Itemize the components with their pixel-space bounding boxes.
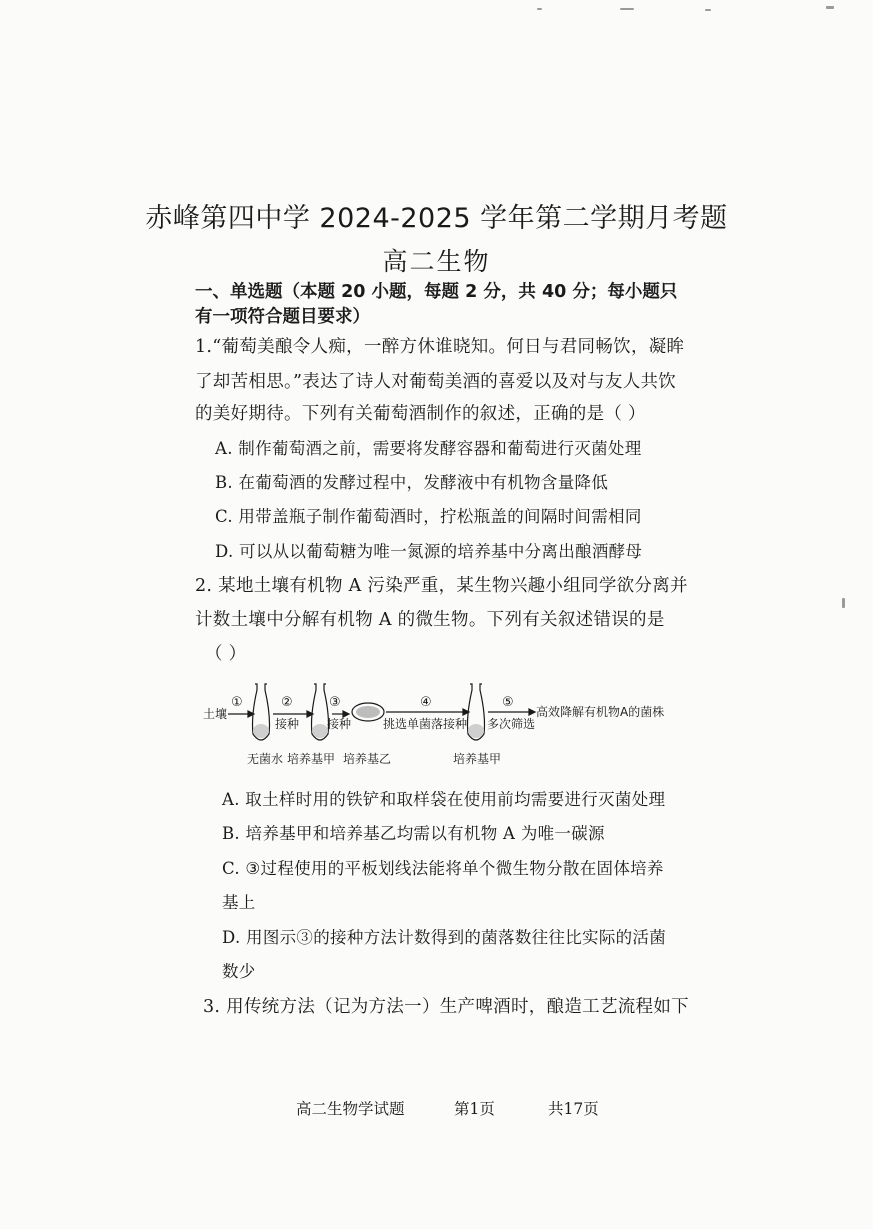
q1-option-c: C. 用带盖瓶子制作葡萄酒时，拧松瓶盖的间隔时间需相同 xyxy=(215,507,642,526)
q2-option-d-cont: 数少 xyxy=(222,962,256,981)
medium-a-label: 培养基甲 xyxy=(287,752,336,766)
footer-page-number: 第1页 xyxy=(454,1100,495,1118)
scan-speck xyxy=(705,9,711,11)
q1-stem-line: 1.“葡萄美酿令人痴，一醉方休谁晓知。何日与君同畅饮，凝眸 xyxy=(195,337,685,357)
q2-option-a: A. 取土样时用的铁铲和取样袋在使用前均需要进行灭菌处理 xyxy=(222,790,666,809)
result-label: 高效降解有机物A的菌株 xyxy=(536,705,665,719)
q1-option-b: B. 在葡萄酒的发酵过程中，发酵液中有机物含量降低 xyxy=(215,473,609,492)
q1-option-d: D. 可以从以葡萄糖为唯一氮源的培养基中分离出酿酒酵母 xyxy=(215,542,643,561)
step-2-number: ② xyxy=(281,695,293,710)
tube-1-liquid xyxy=(253,724,269,738)
section-heading: 一、单选题（本题 20 小题，每题 2 分，共 40 分；每小题只有一项符合题目要求） xyxy=(195,282,678,327)
medium-a2-label: 培养基甲 xyxy=(453,752,502,766)
scan-speck xyxy=(537,8,542,10)
q1-option-a: A. 制作葡萄酒之前，需要将发酵容器和葡萄进行灭菌处理 xyxy=(215,439,642,458)
q1-stem-line: 的美好期待。下列有关葡萄酒制作的叙述，正确的是（ ） xyxy=(195,404,646,424)
footer-subject: 高二生物学试题 xyxy=(296,1100,405,1118)
soil-label: 土壤 xyxy=(203,707,228,721)
q2-option-b: B. 培养基甲和培养基乙均需以有机物 A 为唯一碳源 xyxy=(222,824,605,843)
step-4-label: 挑选单菌落接种 xyxy=(383,717,468,731)
exam-title: 赤峰第四中学 2024-2025 学年第二学期月考题 xyxy=(145,203,728,234)
isolation-flow-diagram xyxy=(195,676,695,776)
step-5-label: 多次筛选 xyxy=(487,717,536,731)
arrow-5-head xyxy=(529,709,535,715)
scan-speck xyxy=(826,6,834,9)
medium-b-label: 培养基乙 xyxy=(343,752,392,766)
q2-option-c: C. ③过程使用的平板划线法能将单个微生物分散在固体培养 xyxy=(222,859,664,878)
q2-stem-line: （ ） xyxy=(205,644,247,664)
step-5-number: ⑤ xyxy=(502,695,514,710)
q2-option-c-cont: 基上 xyxy=(222,893,256,912)
scan-speck xyxy=(620,8,634,10)
q3-stem-line: 3. 用传统方法（记为方法一）生产啤酒时，酿造工艺流程如下 xyxy=(203,997,689,1017)
step-4-number: ④ xyxy=(420,695,432,710)
q2-option-d: D. 用图示③的接种方法计数得到的菌落数往往比实际的活菌 xyxy=(222,928,667,947)
exam-subtitle: 高二生物 xyxy=(382,247,491,276)
step-1-number: ① xyxy=(231,695,243,710)
tube-2-liquid xyxy=(312,724,328,738)
step-3-number: ③ xyxy=(329,695,341,710)
tube-1-label: 无菌水 xyxy=(247,752,284,766)
q2-stem-line: 计数土壤中分解有机物 A 的微生物。下列有关叙述错误的是 xyxy=(195,610,665,630)
step-2-label: 接种 xyxy=(275,717,300,731)
petri-dish-colonies xyxy=(356,706,380,718)
q1-stem-line: 了却苦相思。”表达了诗人对葡萄美酒的喜爱以及对与友人共饮 xyxy=(195,372,677,392)
step-3-label: 接种 xyxy=(327,717,352,731)
tube-3-liquid xyxy=(468,724,484,738)
footer-total-pages: 共17页 xyxy=(548,1100,599,1118)
scan-speck xyxy=(842,598,845,608)
q2-stem-line: 2. 某地土壤有机物 A 污染严重，某生物兴趣小组同学欲分离并 xyxy=(195,576,688,596)
